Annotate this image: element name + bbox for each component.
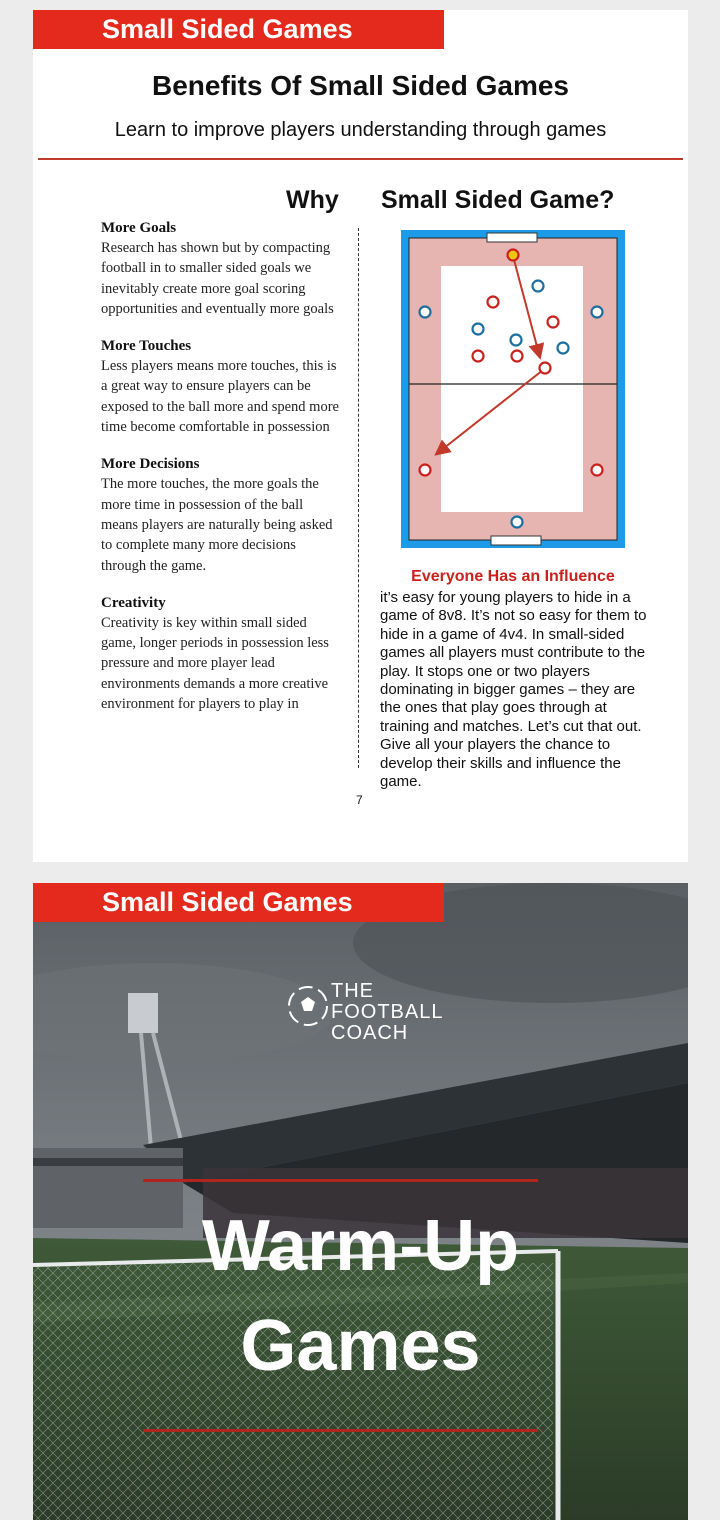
heading-why: Why <box>286 186 339 214</box>
benefit-more-goals <box>101 218 341 319</box>
column-divider <box>358 228 359 768</box>
player-red <box>592 465 603 476</box>
benefit-body: Creativity is key within small sided game, longer periods in possession less pressure and more player lead environments demands a more creative environment for players to play in <box>101 614 329 713</box>
benefit-title: Creativity <box>101 594 166 611</box>
page-benefits <box>33 10 688 862</box>
influence-title: Everyone Has an Influence <box>411 568 615 585</box>
benefit-more-touches <box>101 336 341 437</box>
player-red <box>488 297 499 308</box>
influence-body: it’s easy for young players to hide in a game of 8v8. It’s not so easy for them to hide in a game of 4v4. In small-sided games all players must contribute to the play. It stops one or two players dominating in bigger games – they are the ones that play goes through at training and matches. Let’s cut that out. Give all your players the chance to develop their skills and influence the game. <box>380 589 647 791</box>
logo-line-the: THE <box>331 980 374 1002</box>
benefits-column <box>101 218 341 731</box>
benefit-body: Less players means more touches, this is a great way to ensure players can be exposed to the ball more and spend more time become comfortable in possession <box>101 358 339 436</box>
title-top-rule <box>143 1179 538 1182</box>
player-red <box>512 351 523 362</box>
benefit-body: The more touches, the more goals the more time in possession of the ball means players are naturally being asked to complete many more decisions through the game. <box>101 476 333 574</box>
top-goal <box>487 233 537 242</box>
section-banner: Small Sided Games <box>33 883 444 922</box>
benefit-body: Research has shown but by compacting football in to smaller sided goals we inevitably create more goal scoring opportunities and eventually more goals <box>101 240 334 317</box>
title-bottom-rule <box>143 1429 538 1432</box>
benefit-title: More Touches <box>101 338 192 355</box>
player-red <box>540 363 551 374</box>
heading-small-sided: Small Sided Game? <box>381 186 615 214</box>
pitch-inner-zone <box>441 266 583 512</box>
cover-title-line2: Games <box>240 1306 481 1386</box>
logo-text <box>331 981 443 1044</box>
player-blue <box>512 517 523 528</box>
benefit-creativity <box>101 593 341 714</box>
player-blue <box>592 307 603 318</box>
player-blue <box>533 281 544 292</box>
player-red <box>420 465 431 476</box>
benefit-title: More Decisions <box>101 456 200 473</box>
page-title: Benefits Of Small Sided Games <box>151 70 570 101</box>
title-divider <box>38 158 683 160</box>
bottom-goal <box>491 536 541 545</box>
benefit-more-decisions <box>101 454 341 575</box>
pitch-diagram <box>401 230 625 548</box>
player-red <box>473 351 484 362</box>
cover-title-line1: Warm-Up <box>201 1206 520 1286</box>
page-warmup-cover <box>33 883 688 1520</box>
page-subtitle: Learn to improve players understanding through games <box>114 119 607 141</box>
page-number: 7 <box>356 793 363 807</box>
section-banner: Small Sided Games <box>33 10 444 49</box>
player-red-ball-carrier <box>508 250 519 261</box>
player-red <box>548 317 559 328</box>
logo-line-football: FOOTBALL <box>331 1001 444 1023</box>
player-blue <box>511 335 522 346</box>
player-blue <box>420 307 431 318</box>
benefit-title: More Goals <box>101 220 177 236</box>
player-blue <box>473 324 484 335</box>
player-blue <box>558 343 569 354</box>
logo-line-coach: COACH <box>331 1022 409 1044</box>
